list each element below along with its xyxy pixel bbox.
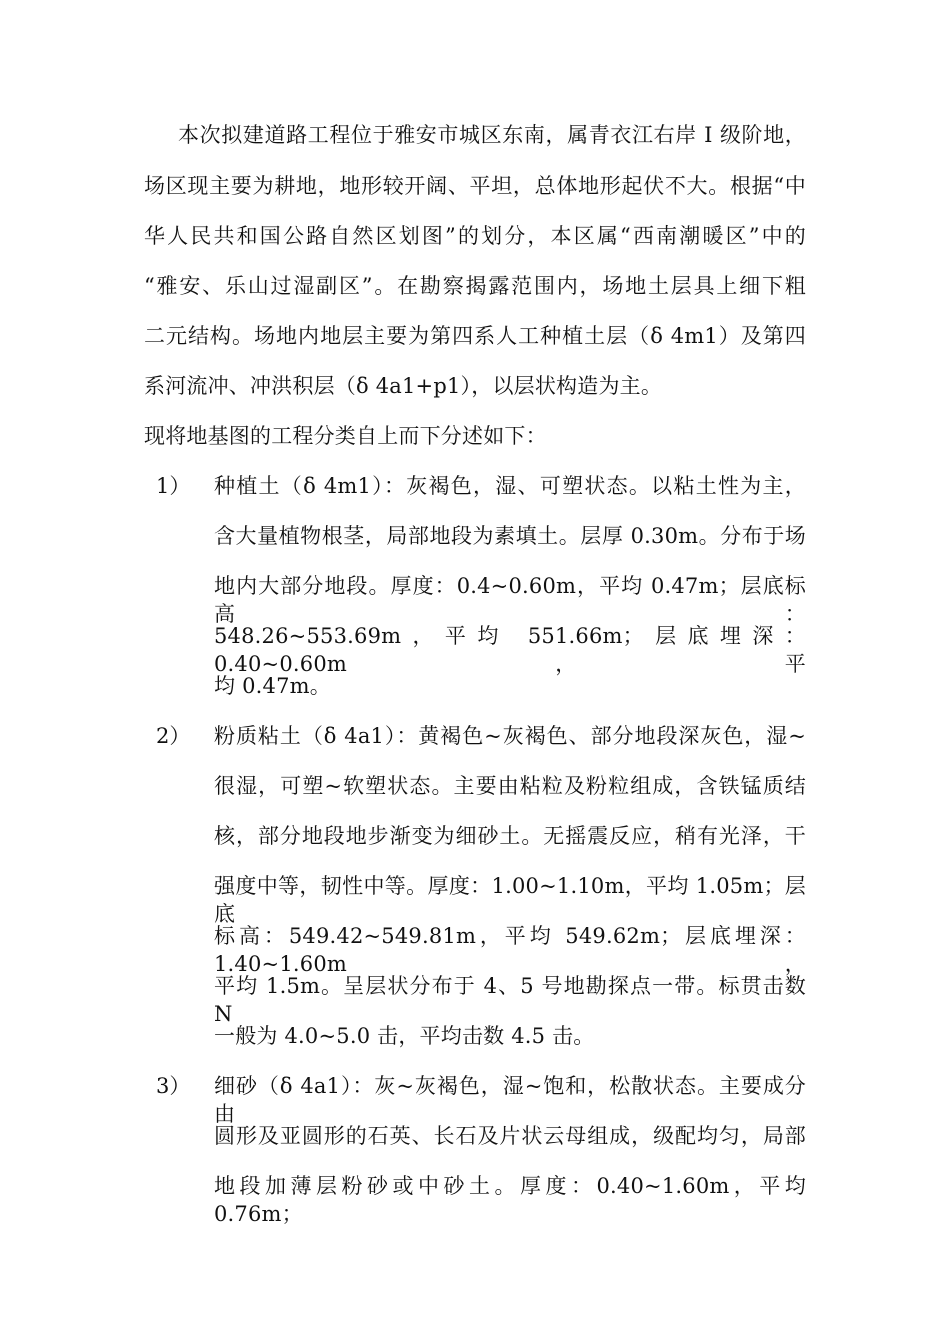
item-line: 地内大部分地段。厚度：0.4~0.60m，平均 0.47m；层底标高： [214, 574, 806, 626]
item-line: 标高：549.42~549.81m，平均 549.62m；层底埋深：1.40~1.60m， [214, 924, 806, 976]
item-line: 一般为 4.0~5.0 击，平均击数 4.5 击。 [214, 1024, 595, 1048]
item-line: 圆形及亚圆形的石英、长石及片状云母组成，级配均匀，局部 [214, 1124, 806, 1148]
intro-line: 二元结构。场地内地层主要为第四系人工种植土层（δ 4m1）及第四 [144, 324, 806, 348]
lead-sentence: 现将地基图的工程分类自上而下分述如下： [144, 424, 547, 448]
item-line: 地段加薄层粉砂或中砂土。厚度：0.40~1.60m，平均 0.76m； [214, 1174, 806, 1226]
item-line: 含大量植物根茎，局部地段为素填土。层厚 0.30m。分布于场 [214, 524, 806, 548]
item-line: 548.26~553.69m，平均 551.66m；层底埋深：0.40~0.60m，平 [214, 624, 806, 676]
item-line: 均 0.47m。 [214, 674, 331, 698]
item-line: 核，部分地段地步渐变为细砂土。无摇震反应，稍有光泽，干 [214, 824, 806, 848]
intro-line: 本次拟建道路工程位于雅安市城区东南，属青衣江右岸 I 级阶地， [178, 123, 806, 147]
item-line: 强度中等，韧性中等。厚度：1.00~1.10m，平均 1.05m；层底 [214, 874, 806, 926]
item-number: 1） [156, 474, 191, 498]
item-line: 很湿，可塑~软塑状态。主要由粘粒及粉粒组成，含铁锰质结 [214, 774, 806, 798]
intro-line: 系河流冲、冲洪积层（δ 4a1+p1），以层状构造为主。 [144, 374, 663, 398]
intro-line: 华人民共和国公路自然区划图”的划分，本区属“西南潮暖区”中的 [144, 224, 806, 248]
item-line: 平均 1.5m。呈层状分布于 4、5 号地勘探点一带。标贯击数 N [214, 974, 806, 1026]
item-number: 2） [156, 724, 191, 748]
intro-line: 场区现主要为耕地，地形较开阔、平坦，总体地形起伏不大。根据“中 [144, 174, 806, 198]
item-line: 细砂（δ 4a1）：灰~灰褐色，湿~饱和，松散状态。主要成分由 [214, 1074, 806, 1126]
item-number: 3） [156, 1074, 191, 1098]
item-line: 种植土（δ 4m1）：灰褐色，湿、可塑状态。以粘土性为主， [214, 474, 806, 498]
item-line: 粉质粘土（δ 4a1）：黄褐色~灰褐色、部分地段深灰色，湿~ [214, 724, 806, 748]
intro-line: “雅安、乐山过湿副区”。在勘察揭露范围内，场地土层具上细下粗 [144, 274, 806, 298]
